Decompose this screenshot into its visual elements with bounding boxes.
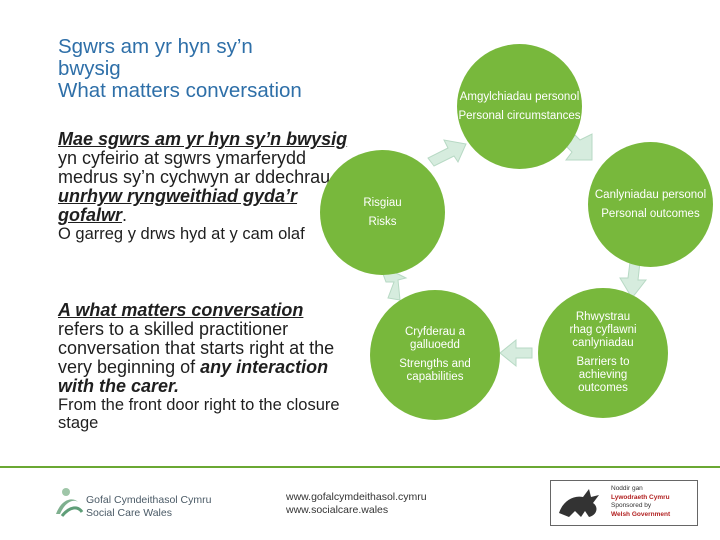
cycle-node-risks bbox=[320, 150, 445, 275]
url-welsh[interactable]: www.gofalcymdeithasol.cymru bbox=[286, 491, 427, 503]
cycle-node-personal-outcomes bbox=[588, 142, 713, 267]
gov-text bbox=[611, 485, 670, 519]
footer-divider bbox=[0, 466, 720, 468]
welsh-paragraph-lead: Mae sgwrs am yr hyn sy’n bwysig bbox=[58, 129, 348, 149]
arrow-left-to-top bbox=[428, 140, 466, 166]
logo-text-english: Social Care Wales bbox=[86, 507, 172, 519]
node-label-welsh: Amgylchiadau personol bbox=[459, 90, 580, 103]
title-line-english: What matters conversation bbox=[58, 79, 302, 102]
title-line-welsh-2: bwysig bbox=[58, 57, 121, 80]
logo-text-welsh: Gofal Cymdeithasol Cymru bbox=[86, 494, 212, 506]
welsh-paragraph-emphasis: unrhyw ryngweithiad gyda’r gofalwr bbox=[58, 186, 298, 225]
cycle-node-barriers bbox=[538, 288, 668, 418]
cycle-node-personal-circumstances bbox=[457, 44, 582, 169]
welsh-paragraph-text: yn cyfeirio at sgwrs ymarferydd medrus sy’n cychwyn ar ddechrau bbox=[58, 148, 331, 187]
welsh-paragraph-period: . bbox=[122, 205, 128, 225]
gov-name-english: Welsh Government bbox=[611, 510, 671, 518]
english-paragraph-small: From the front door right to the closure stage bbox=[58, 396, 340, 432]
welsh-government-logo bbox=[550, 480, 698, 526]
welsh-paragraph-small: O garreg y drws hyd at y cam olaf bbox=[58, 225, 305, 243]
node-label-english: Strengths and capabilities bbox=[399, 358, 471, 383]
node-label-english: Personal circumstances bbox=[458, 109, 581, 122]
dragon-icon bbox=[555, 483, 607, 523]
node-label-welsh: Rhwystrau rhag cyflawni canlyniadau bbox=[569, 311, 637, 349]
gov-sponsored-english: Sponsored by bbox=[611, 502, 652, 509]
node-label-english: Barriers to achieving outcomes bbox=[576, 356, 630, 394]
english-paragraph-text: refers to a skilled practitioner conversation that starts right at the very beginning of bbox=[58, 319, 335, 377]
english-paragraph-emphasis: any interaction with the carer. bbox=[58, 357, 329, 396]
title-line-welsh-1: Sgwrs am yr hyn sy’n bbox=[58, 35, 253, 58]
footer-urls bbox=[286, 491, 427, 517]
node-label-welsh: Cryfderau a galluoedd bbox=[404, 326, 466, 351]
logo-text bbox=[86, 494, 211, 520]
node-label-english: Risks bbox=[368, 215, 397, 228]
gov-name-welsh: Lywodraeth Cymru bbox=[611, 493, 670, 501]
node-label-welsh: Canlyniadau personol bbox=[594, 188, 707, 201]
arrow-bottom-right-to-bottom-left bbox=[500, 340, 532, 366]
cycle-node-strengths-capabilities bbox=[370, 290, 500, 420]
url-english[interactable]: www.socialcare.wales bbox=[286, 504, 389, 516]
node-label-welsh: Risgiau bbox=[363, 196, 402, 209]
gov-sponsored-welsh: Noddir gan bbox=[611, 485, 643, 492]
english-paragraph-lead: A what matters conversation bbox=[58, 300, 304, 320]
node-label-english: Personal outcomes bbox=[601, 207, 700, 220]
